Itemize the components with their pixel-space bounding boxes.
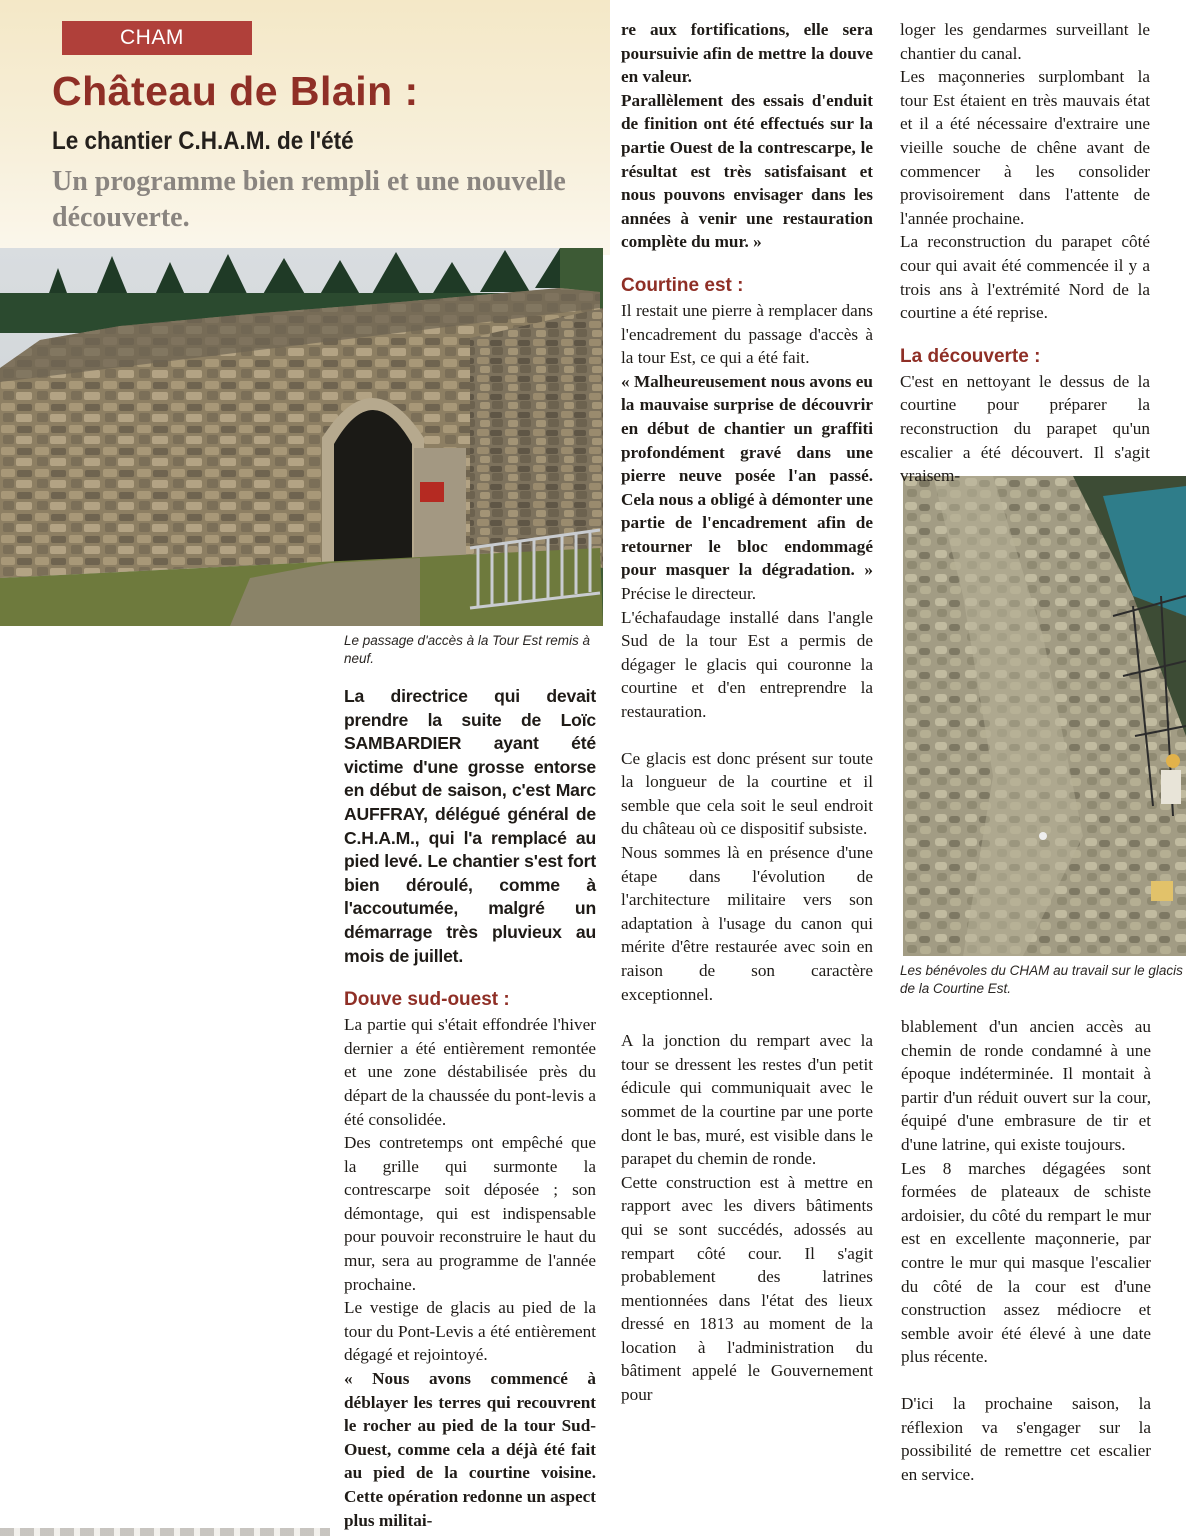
paragraph: loger les gendarmes surveillant le chantier du canal. — [900, 20, 1150, 63]
column-3-top — [900, 18, 1150, 488]
heading-douve-sud-ouest: Douve sud-ouest : — [344, 989, 510, 1011]
paragraph: Ce glacis est donc présent sur toute la longueur de la courtine et il semble que cela soit le seul endroit du château où ce dispositif subsiste. — [621, 748, 873, 839]
quote-paragraph: « Nous avons commencé à déblayer les terres qui recouvrent le rocher au pied de la tour Sud-Ouest, comme cela a déjà été fait au pied de la courtine voisine. Cette opération redonne un aspect plus militai- — [344, 1369, 596, 1530]
quote-text: « Malheureusement nous avons eu la mauvaise surprise de découvrir en début de chantier un graffiti profondément gravé dans une pierre neuve posée l'an passé. Cela nous a obligé à démonter une partie de l'encadrement afin de retourner le bloc endommagé pour masquer la dégradation. » — [621, 371, 873, 580]
paragraph: Des contretemps ont empêché que la grille qui surmonte la contrescarpe soit déposée ; son démontage, qui est indispensable pour pouvoir reconstruire le haut du mur, sera au programme de l'année prochaine. — [344, 1133, 596, 1294]
print-margin-strip — [0, 1528, 330, 1536]
paragraph: Cette construction est à mettre en rapport avec les divers bâtiments qui se sont succédés, adossés au rempart côté cour. Il s'agit probablement des latrines mentionnées dans l'état des lieux dressé en 1813 au moment de la location à l'administration du bâtiment appelé le Gouvernement pour — [621, 1172, 873, 1405]
tower-passage-caption: Le passage d'accès à la Tour Est remis à neuf. — [344, 633, 590, 666]
paragraph: L'échafaudage installé dans l'angle Sud de la tour Est a permis de dégager le glacis qui couronne la courtine et d'en entreprendre la restauration. — [621, 607, 873, 722]
paragraph: C'est en nettoyant le dessus de la courtine pour préparer la reconstruction du parapet qu'un escalier a été découvert. Il s'agit vraisem- — [900, 371, 1150, 486]
tower-passage-photo — [0, 248, 603, 626]
quote-paragraph: Parallèlement des essais d'enduit de finition ont été effectués sur la partie Ouest de la contrescarpe, le résultat est très satisfaisant et nous pouvons envisager dans les années à venir une restauration complète du mur. » — [621, 90, 873, 252]
column-2 — [621, 18, 873, 1407]
intro-paragraph: La directrice qui devait prendre la suite de Loïc SAMBARDIER ayant été victime d'une grosse entorse en début de saison, c'est Marc AUFFRAY, délégué général de C.H.A.M., qui l'a remplacé au pied levé. Le chantier s'est fort bien déroulé, comme à l'accoutumée, malgré un démarrage très pluvieux au mois de juillet. — [344, 686, 596, 966]
paragraph: Les 8 marches dégagées sont formées de plateaux de schiste ardoisier, du côté du rempart le mur est en excellente maçonnerie, par contre le mur qui masque l'escalier du côté de la cour est d'une construction assez médiocre et semble avoir été élevé à une date plus récente. — [901, 1158, 1151, 1367]
paragraph: D'ici la prochaine saison, la réflexion va s'engager sur la possibilité de remettre cet escalier en service. — [901, 1393, 1151, 1484]
section-tag: CHAM — [62, 21, 252, 55]
paragraph: Nous sommes là en présence d'une étape dans l'évolution de l'architecture militaire vers son adaptation à l'usage du canon qui mérite d'être restaurée avec soin en raison de son caractère exceptionnel. — [621, 843, 873, 1004]
quote-attribution: Précise le directeur. — [621, 584, 757, 604]
paragraph: A la jonction du rempart avec la tour se dressent les restes d'un petit édicule qui communiquait avec le sommet de la courtine par une porte dont le bas, muré, est visible dans le parapet du chemin de ronde. — [621, 1031, 873, 1169]
paragraph: Il restait une pierre à remplacer dans l'encadrement du passage d'accès à la tour Est, ce qui a été fait. — [621, 300, 873, 368]
column-1 — [344, 685, 596, 1532]
heading-la-decouverte: La découverte : — [900, 345, 1041, 367]
heading-courtine-est: Courtine est : — [621, 274, 744, 296]
volunteers-photo — [903, 476, 1186, 956]
paragraph: Le vestige de glacis au pied de la tour du Pont-Levis a été entièrement dégagé et rejointoyé. — [344, 1298, 596, 1365]
volunteers-caption: Les bénévoles du CHAM au travail sur le glacis de la Courtine Est. — [900, 963, 1183, 996]
page-title: Château de Blain : — [52, 68, 419, 114]
page-tagline: Un programme bien rempli et une nouvelle découverte. — [52, 166, 566, 233]
column-3-bottom — [901, 1015, 1151, 1486]
quote-paragraph: re aux fortifications, elle sera poursuivie afin de mettre la douve en valeur. — [621, 20, 873, 87]
paragraph: La partie qui s'était effondrée l'hiver dernier a été entièrement remontée et une zone déstabilisée près du départ de la chaussée du pont-levis a été consolidée. — [344, 1015, 596, 1129]
paragraph: Les maçonneries surplombant la tour Est étaient en très mauvais état et il a été nécessaire d'extraire une vieille souche de chêne avant de commencer à les consolider provisoirement dans l'attente de l'année prochaine. — [900, 67, 1150, 228]
paragraph — [621, 370, 873, 606]
paragraph: La reconstruction du parapet côté cour qui avait été commencée il y a trois ans à l'extrémité Nord de la courtine a été reprise. — [900, 232, 1150, 323]
paragraph: blablement d'un ancien accès au chemin de ronde condamné à une époque indéterminée. Il montait à partir d'un réduit ouvert sur la cour, équipé d'une embrasure de tir et d'une latrine, qui existe toujours. — [901, 1017, 1151, 1154]
page-subtitle: Le chantier C.H.A.M. de l'été — [52, 127, 354, 155]
